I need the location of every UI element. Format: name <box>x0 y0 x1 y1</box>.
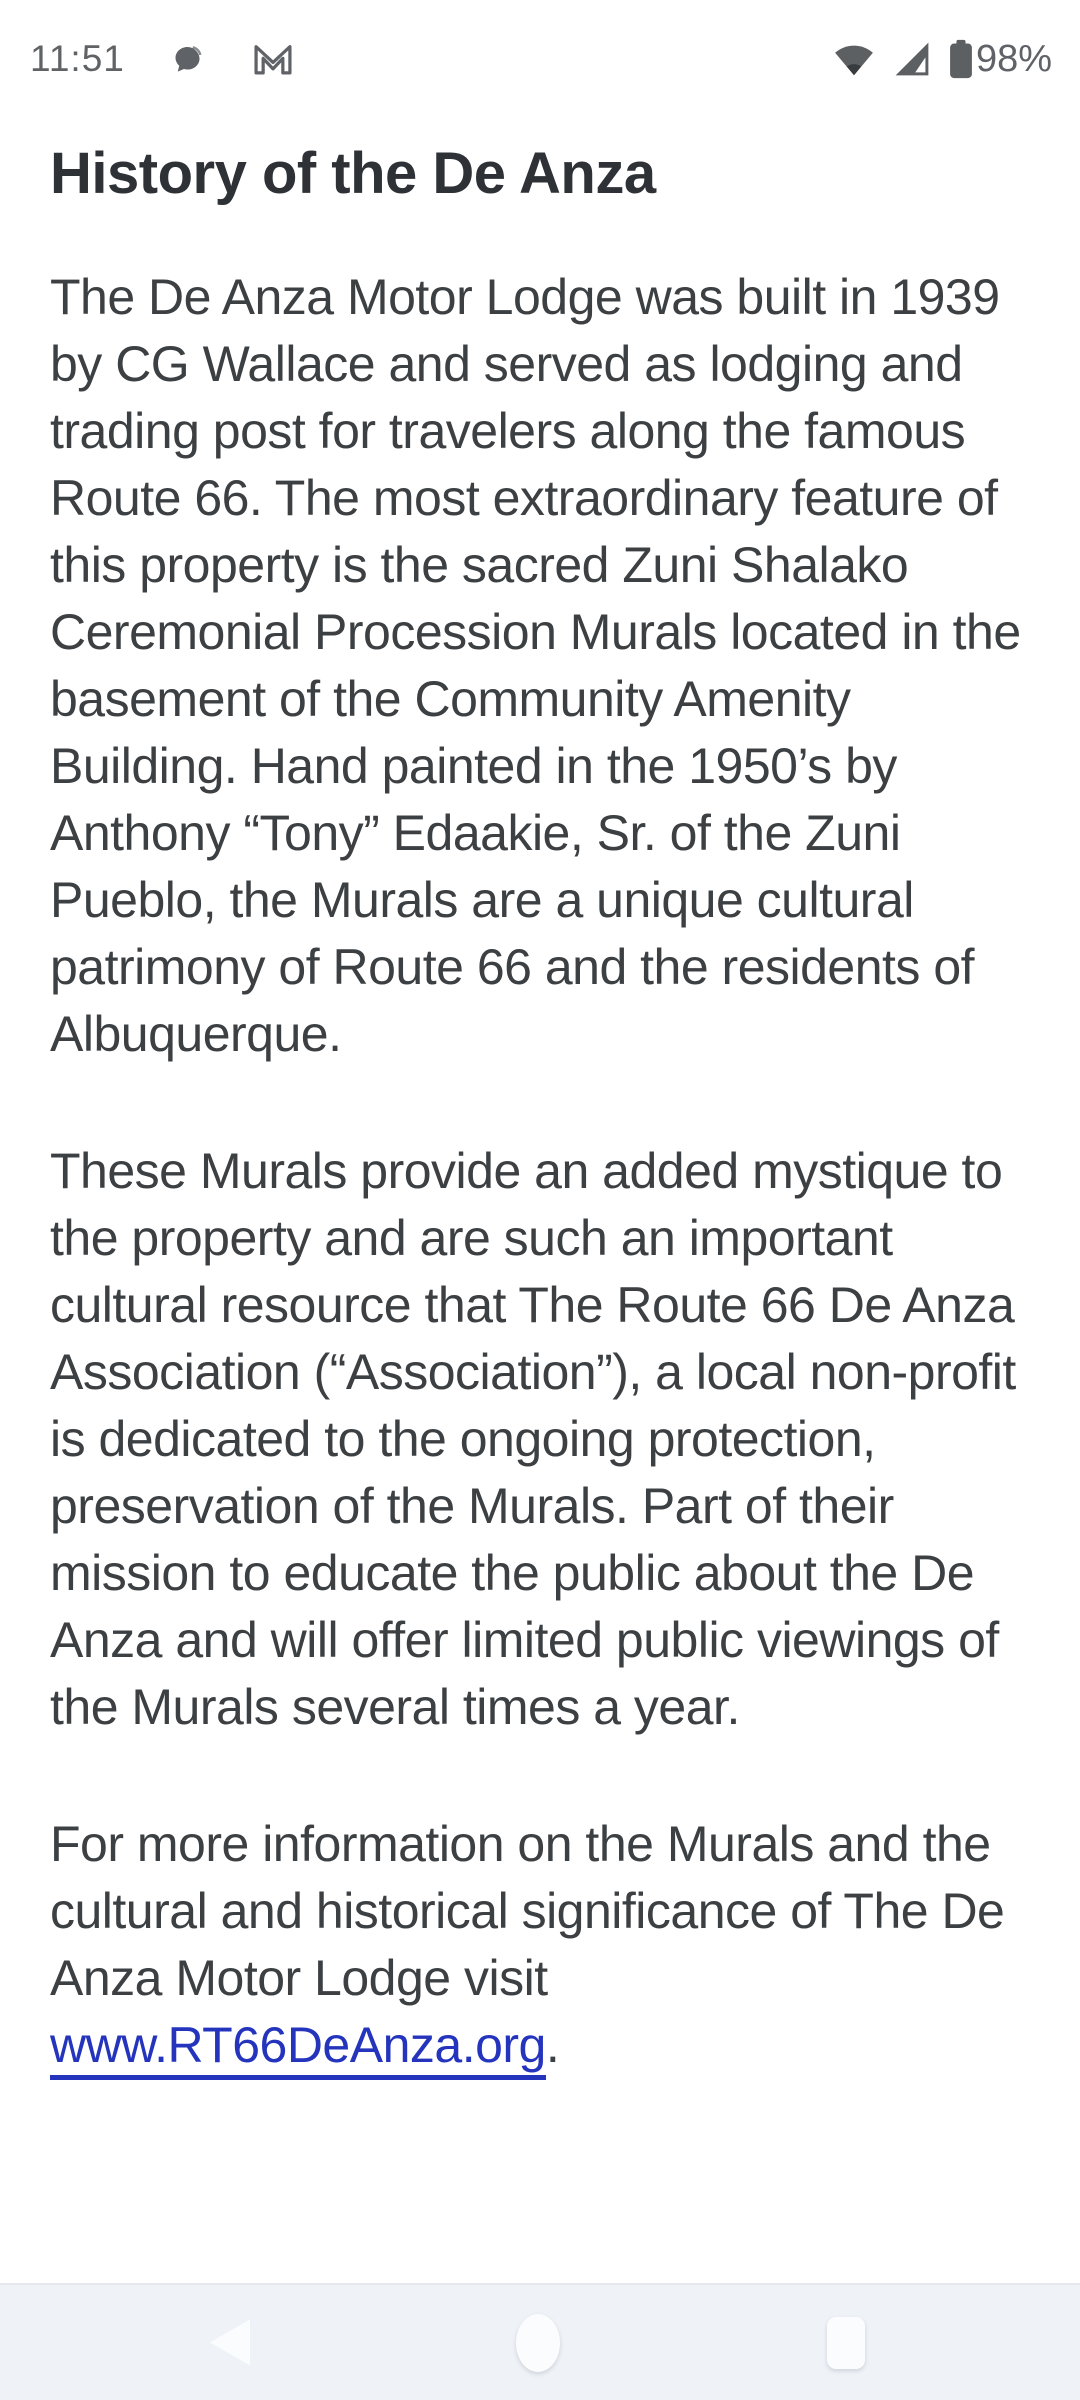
clock-text: 11:51 <box>30 38 125 79</box>
back-button-icon[interactable] <box>210 2320 250 2366</box>
more-info-text: For more information on the Murals and the cultural and historical significance of The De Anza Motor Lodge visit <box>50 1816 1005 2006</box>
link-suffix-period: . <box>545 2017 560 2073</box>
rt66deanza-link[interactable]: www.RT66DeAnza.org <box>50 2017 546 2080</box>
battery-percent-text: 98% <box>975 37 1052 80</box>
cell-signal-icon <box>892 41 932 77</box>
home-button-icon[interactable] <box>516 2314 560 2372</box>
battery-icon <box>948 39 974 79</box>
gmail-icon <box>253 42 293 76</box>
status-bar-right <box>816 38 1052 81</box>
article-content <box>0 138 1080 2079</box>
wifi-icon <box>832 41 876 77</box>
paragraph-history: The De Anza Motor Lodge was built in 1939 by CG Wallace and served as lodging and trading post for travelers along the famous Route 66. The most extraordinary feature of this property is the sacred Zuni Shalako Ceremonial Procession Murals located in the basement of the Community Amenity Building. Hand painted in the 1950’s by Anthony “Tony” Edaakie, Sr. of the Zuni Pueblo, the Murals are a unique cultural patrimony of Route 66 and the residents of Albuquerque. <box>50 269 1021 1062</box>
message-bubble-icon <box>171 41 207 77</box>
paragraph-murals: These Murals provide an added mystique to the property and are such an important cultural resource that The Route 66 De Anza Association (“Association”), a local non-profit is dedicated to the ongoing protection, preservation of the Murals. Part of their mission to educate the public about the De Anza and will offer limited public viewings of the Murals several times a year. <box>50 1143 1016 1735</box>
android-navigation-bar <box>0 2283 1080 2400</box>
paragraph-more-info <box>50 1811 1028 2079</box>
page-title: History of the De Anza <box>50 141 656 206</box>
recents-button-icon[interactable] <box>827 2317 865 2369</box>
status-bar <box>0 0 1080 118</box>
status-bar-left <box>30 38 293 80</box>
